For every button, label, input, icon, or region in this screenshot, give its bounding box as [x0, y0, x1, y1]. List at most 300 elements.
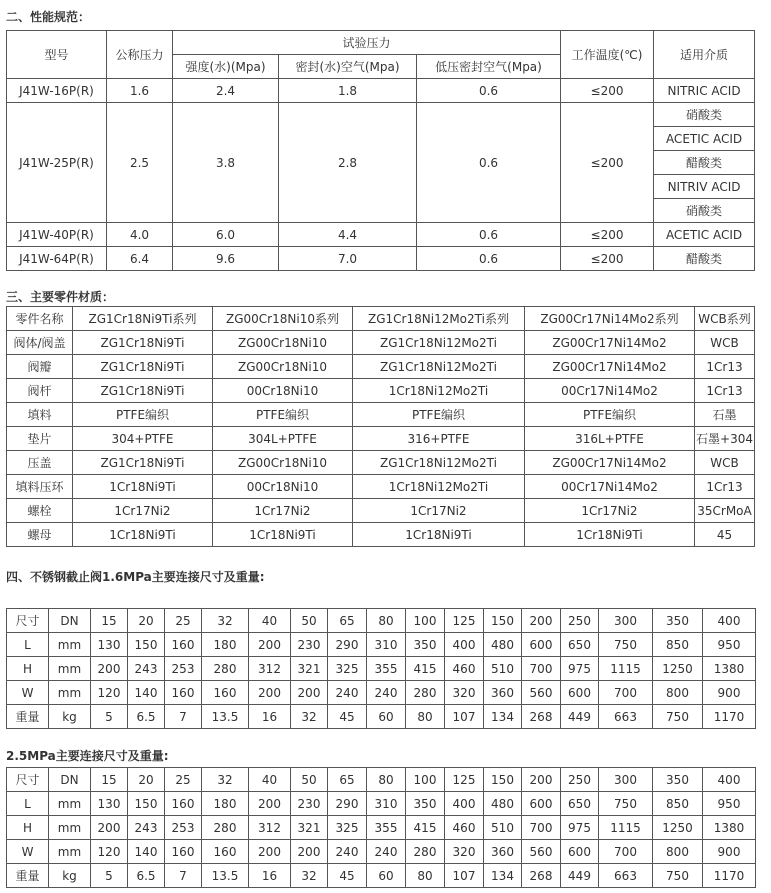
low-seal-cell: 0.6	[417, 79, 561, 103]
seal-cell: 2.8	[279, 103, 417, 223]
dim-cell: 200	[291, 840, 328, 864]
materials-cell: WCB	[695, 331, 755, 355]
dim-cell: 230	[291, 792, 328, 816]
dim-cell: 321	[291, 657, 328, 681]
materials-header-cell: ZG1Cr18Ni9Ti系列	[73, 307, 213, 331]
dim-cell: 650	[561, 633, 599, 657]
pn-cell: 6.4	[107, 247, 173, 271]
dim-cell: 80	[367, 609, 406, 633]
materials-cell: 1Cr13	[695, 379, 755, 403]
dim-cell: 6.5	[128, 864, 165, 888]
dim-cell: 100	[406, 609, 445, 633]
dim-cell: 1250	[653, 816, 703, 840]
materials-cell: 螺栓	[7, 499, 73, 523]
dim-cell: 320	[445, 840, 484, 864]
materials-row	[7, 355, 755, 379]
dim-cell: 180	[202, 792, 249, 816]
dim-cell: 1115	[599, 657, 653, 681]
dim-cell: 449	[561, 705, 599, 729]
materials-cell: ZG00Cr17Ni14Mo2	[525, 355, 695, 379]
dim-cell: 200	[291, 681, 328, 705]
materials-row	[7, 451, 755, 475]
materials-header-cell: ZG00Cr17Ni14Mo2系列	[525, 307, 695, 331]
materials-table	[6, 306, 755, 547]
dim-cell: 200	[249, 681, 291, 705]
dim-cell: 800	[653, 681, 703, 705]
medium-cell: ACETIC ACID	[654, 127, 755, 151]
dim-cell: 950	[703, 633, 756, 657]
dim-cell: 350	[653, 609, 703, 633]
dim-cell: 350	[653, 768, 703, 792]
dim-cell: 16	[249, 864, 291, 888]
dim-cell: 125	[445, 609, 484, 633]
dim-cell: 325	[328, 816, 367, 840]
dim-cell: 300	[599, 609, 653, 633]
dim-cell: 950	[703, 792, 756, 816]
dim-cell: 449	[561, 864, 599, 888]
dim-cell: 663	[599, 864, 653, 888]
medium-cell: NITRIV ACID	[654, 175, 755, 199]
section3-heading: 三、主要零件材质：	[6, 290, 115, 304]
dim-cell: 1170	[703, 705, 756, 729]
dim-cell: 700	[599, 840, 653, 864]
dim-cell: 200	[249, 792, 291, 816]
dim-cell: 32	[291, 864, 328, 888]
section5-heading: 2.5MPa主要连接尺寸及重量:	[6, 749, 169, 763]
materials-cell: 35CrMoA	[695, 499, 755, 523]
dim-cell: 850	[653, 633, 703, 657]
model-cell: J41W-16P(R)	[7, 79, 107, 103]
materials-row	[7, 379, 755, 403]
dim-cell: 321	[291, 816, 328, 840]
strength-cell: 3.8	[173, 103, 279, 223]
dim-cell: 240	[328, 681, 367, 705]
dim-cell: 130	[91, 633, 128, 657]
dim-cell: 750	[599, 792, 653, 816]
dim-cell: 25	[165, 609, 202, 633]
low-seal-cell: 0.6	[417, 247, 561, 271]
dim-cell: 460	[445, 816, 484, 840]
dim-cell: 900	[703, 840, 756, 864]
dim-cell: 243	[128, 816, 165, 840]
dim-cell: 5	[91, 864, 128, 888]
dim-cell: 130	[91, 792, 128, 816]
dim-cell: 7	[165, 705, 202, 729]
materials-cell: 螺母	[7, 523, 73, 547]
model-cell: J41W-25P(R)	[7, 103, 107, 223]
medium-cell: 硝酸类	[654, 103, 755, 127]
materials-cell: 316L+PTFE	[525, 427, 695, 451]
materials-cell: 1Cr13	[695, 475, 755, 499]
dim-cell: DN	[49, 768, 91, 792]
temp-cell: ≤200	[561, 223, 654, 247]
dim-cell: 107	[445, 864, 484, 888]
materials-cell: 00Cr17Ni14Mo2	[525, 379, 695, 403]
model-cell: J41W-40P(R)	[7, 223, 107, 247]
materials-cell: ZG1Cr18Ni12Mo2Ti	[353, 355, 525, 379]
dim-cell: mm	[49, 633, 91, 657]
dim-cell: DN	[49, 609, 91, 633]
dim-row	[7, 840, 756, 864]
dim-cell: 250	[561, 768, 599, 792]
dim-cell: 300	[599, 768, 653, 792]
dim-row-header	[7, 768, 756, 792]
dim-cell: 600	[561, 840, 599, 864]
dim-cell: 120	[91, 681, 128, 705]
dim-cell: L	[7, 792, 49, 816]
dim-cell: 250	[561, 609, 599, 633]
materials-row	[7, 523, 755, 547]
materials-header-cell: ZG1Cr18Ni12Mo2Ti系列	[353, 307, 525, 331]
materials-cell: 1Cr13	[695, 355, 755, 379]
dim-cell: 312	[249, 657, 291, 681]
dim-cell: 1380	[703, 657, 756, 681]
dim-cell: L	[7, 633, 49, 657]
materials-cell: 1Cr18Ni9Ti	[353, 523, 525, 547]
dim-cell: 800	[653, 840, 703, 864]
materials-cell: ZG00Cr17Ni14Mo2	[525, 451, 695, 475]
header-temp: 工作温度(℃)	[561, 31, 654, 79]
materials-cell: 00Cr18Ni10	[213, 475, 353, 499]
dim-cell: 140	[128, 840, 165, 864]
model-cell: J41W-64P(R)	[7, 247, 107, 271]
header-nominal-pressure: 公称压力	[107, 31, 173, 79]
materials-cell: 1Cr18Ni9Ti	[525, 523, 695, 547]
dim-cell: 560	[522, 681, 561, 705]
section2-heading: 二、性能规范：	[6, 10, 91, 24]
temp-cell: ≤200	[561, 103, 654, 223]
dim-cell: 40	[249, 609, 291, 633]
dim-cell: 25	[165, 768, 202, 792]
dim-cell: 360	[484, 681, 522, 705]
materials-cell: 填料	[7, 403, 73, 427]
dim-cell: 40	[249, 768, 291, 792]
dim-cell: 5	[91, 705, 128, 729]
strength-cell: 6.0	[173, 223, 279, 247]
header-model: 型号	[7, 31, 107, 79]
dim-cell: 160	[165, 840, 202, 864]
dim-cell: 20	[128, 768, 165, 792]
dim-cell: 32	[291, 705, 328, 729]
materials-header-cell: 零件名称	[7, 307, 73, 331]
dim-cell: 1170	[703, 864, 756, 888]
low-seal-cell: 0.6	[417, 103, 561, 223]
materials-cell: ZG00Cr18Ni10	[213, 355, 353, 379]
materials-cell: ZG1Cr18Ni9Ti	[73, 355, 213, 379]
strength-cell: 2.4	[173, 79, 279, 103]
medium-cell: ACETIC ACID	[654, 223, 755, 247]
dim-cell: 200	[522, 768, 561, 792]
dim-cell: 20	[128, 609, 165, 633]
materials-cell: PTFE编织	[213, 403, 353, 427]
dim-cell: 400	[703, 768, 756, 792]
dim-cell: 150	[484, 609, 522, 633]
dim-cell: 32	[202, 768, 249, 792]
dim-cell: 13.5	[202, 705, 249, 729]
dim-cell: 325	[328, 657, 367, 681]
materials-cell: 石墨	[695, 403, 755, 427]
materials-cell: ZG00Cr17Ni14Mo2	[525, 331, 695, 355]
materials-cell: 1Cr18Ni12Mo2Ti	[353, 379, 525, 403]
materials-cell: 1Cr18Ni9Ti	[73, 475, 213, 499]
materials-header-cell: WCB系列	[695, 307, 755, 331]
dim-cell: mm	[49, 840, 91, 864]
dim-cell: 16	[249, 705, 291, 729]
materials-cell: WCB	[695, 451, 755, 475]
dim-row	[7, 681, 756, 705]
dim-cell: 290	[328, 633, 367, 657]
dim-cell: 290	[328, 792, 367, 816]
dim-cell: 900	[703, 681, 756, 705]
dim-cell: 125	[445, 768, 484, 792]
strength-cell: 9.6	[173, 247, 279, 271]
dim-cell: 280	[406, 840, 445, 864]
dim-cell: 975	[561, 816, 599, 840]
temp-cell: ≤200	[561, 79, 654, 103]
dim-cell: 1380	[703, 816, 756, 840]
dim-cell: 415	[406, 657, 445, 681]
dim-row	[7, 792, 756, 816]
dim-cell: 80	[367, 768, 406, 792]
dim-cell: 尺寸	[7, 609, 49, 633]
dim-cell: 320	[445, 681, 484, 705]
dim-cell: 107	[445, 705, 484, 729]
materials-cell: 1Cr17Ni2	[353, 499, 525, 523]
dim-cell: 230	[291, 633, 328, 657]
materials-cell: ZG1Cr18Ni9Ti	[73, 379, 213, 403]
dim-cell: mm	[49, 792, 91, 816]
dim-cell: 510	[484, 816, 522, 840]
dim-cell: 355	[367, 816, 406, 840]
dim-cell: 100	[406, 768, 445, 792]
dim-cell: 312	[249, 816, 291, 840]
materials-cell: 304+PTFE	[73, 427, 213, 451]
dim-cell: mm	[49, 681, 91, 705]
dim-cell: kg	[49, 705, 91, 729]
medium-cell: 醋酸类	[654, 247, 755, 271]
dim-cell: 200	[249, 633, 291, 657]
dim-cell: 360	[484, 840, 522, 864]
dim-cell: 200	[249, 840, 291, 864]
dim-cell: 15	[91, 768, 128, 792]
dim-cell: 400	[703, 609, 756, 633]
dim-cell: 200	[91, 657, 128, 681]
materials-cell: 填料压环	[7, 475, 73, 499]
dim-cell: 243	[128, 657, 165, 681]
dim-cell: 65	[328, 609, 367, 633]
dim-row-header	[7, 609, 756, 633]
dim-cell: 600	[522, 792, 561, 816]
dim-cell: 663	[599, 705, 653, 729]
dim-cell: 350	[406, 633, 445, 657]
materials-cell: 石墨+304	[695, 427, 755, 451]
dim-cell: 253	[165, 816, 202, 840]
header-low-seal: 低压密封空气(Mpa)	[417, 55, 561, 79]
materials-cell: 00Cr17Ni14Mo2	[525, 475, 695, 499]
dim-cell: 850	[653, 792, 703, 816]
materials-cell: 1Cr18Ni12Mo2Ti	[353, 475, 525, 499]
dim-cell: 200	[522, 609, 561, 633]
materials-cell: 00Cr18Ni10	[213, 379, 353, 403]
performance-spec-table	[6, 30, 755, 271]
dim-cell: 975	[561, 657, 599, 681]
materials-cell: 压盖	[7, 451, 73, 475]
dim-cell: 700	[599, 681, 653, 705]
dim-cell: mm	[49, 816, 91, 840]
seal-cell: 4.4	[279, 223, 417, 247]
dim-cell: 650	[561, 792, 599, 816]
header-strength: 强度(水)(Mpa)	[173, 55, 279, 79]
dim-cell: 268	[522, 864, 561, 888]
materials-row	[7, 499, 755, 523]
dim-cell: H	[7, 816, 49, 840]
dim-cell: 750	[653, 705, 703, 729]
dim-row	[7, 816, 756, 840]
pn-cell: 1.6	[107, 79, 173, 103]
materials-cell: ZG1Cr18Ni9Ti	[73, 331, 213, 355]
materials-cell: ZG00Cr18Ni10	[213, 331, 353, 355]
materials-cell: 垫片	[7, 427, 73, 451]
materials-row-header	[7, 331, 755, 355]
dim-cell: 60	[367, 864, 406, 888]
medium-cell: NITRIC ACID	[654, 79, 755, 103]
dim-cell: 160	[202, 840, 249, 864]
dim-cell: 160	[165, 633, 202, 657]
dim-cell: 400	[445, 792, 484, 816]
materials-row	[7, 427, 755, 451]
dim-cell: 120	[91, 840, 128, 864]
dim-cell: 160	[202, 681, 249, 705]
dim-cell: 13.5	[202, 864, 249, 888]
dim-cell: 重量	[7, 705, 49, 729]
dim-cell: 510	[484, 657, 522, 681]
dim-cell: 200	[91, 816, 128, 840]
dim-cell: 50	[291, 609, 328, 633]
dim-cell: 1115	[599, 816, 653, 840]
dim-cell: 60	[367, 705, 406, 729]
dim-cell: W	[7, 681, 49, 705]
dim-cell: 240	[367, 681, 406, 705]
dim-cell: 280	[202, 816, 249, 840]
dim-cell: 80	[406, 864, 445, 888]
dim-cell: 240	[367, 840, 406, 864]
dim-cell: 重量	[7, 864, 49, 888]
seal-cell: 7.0	[279, 247, 417, 271]
materials-cell: ZG1Cr18Ni9Ti	[73, 451, 213, 475]
dim-cell: 240	[328, 840, 367, 864]
dim-cell: 310	[367, 792, 406, 816]
materials-row	[7, 475, 755, 499]
dim-cell: 65	[328, 768, 367, 792]
pn-cell: 2.5	[107, 103, 173, 223]
dim-cell: 750	[599, 633, 653, 657]
dim-cell: kg	[49, 864, 91, 888]
dim-cell: 480	[484, 633, 522, 657]
materials-cell: ZG1Cr18Ni12Mo2Ti	[353, 451, 525, 475]
dim-cell: 280	[202, 657, 249, 681]
dim-cell: 700	[522, 657, 561, 681]
dim-cell: 600	[561, 681, 599, 705]
dim-cell: 560	[522, 840, 561, 864]
dim-cell: 350	[406, 792, 445, 816]
materials-cell: 1Cr17Ni2	[73, 499, 213, 523]
materials-header-row	[7, 307, 755, 331]
materials-cell: 304L+PTFE	[213, 427, 353, 451]
dim-cell: 32	[202, 609, 249, 633]
dim-cell: 415	[406, 816, 445, 840]
dim-cell: 700	[522, 816, 561, 840]
dim-cell: 140	[128, 681, 165, 705]
materials-cell: 阀体/阀盖	[7, 331, 73, 355]
materials-cell: 1Cr17Ni2	[525, 499, 695, 523]
materials-cell: 阀杆	[7, 379, 73, 403]
pn-cell: 4.0	[107, 223, 173, 247]
dim-cell: 134	[484, 705, 522, 729]
dim-cell: 6.5	[128, 705, 165, 729]
dim-cell: 1250	[653, 657, 703, 681]
materials-cell: ZG00Cr18Ni10	[213, 451, 353, 475]
dim-cell: 150	[484, 768, 522, 792]
dim-row	[7, 864, 756, 888]
dim-row	[7, 633, 756, 657]
dim-cell: 280	[406, 681, 445, 705]
dim-cell: 750	[653, 864, 703, 888]
dim-cell: 15	[91, 609, 128, 633]
materials-cell: PTFE编织	[525, 403, 695, 427]
header-test-pressure: 试验压力	[173, 31, 561, 55]
header-seal: 密封(水)空气(Mpa)	[279, 55, 417, 79]
materials-row	[7, 403, 755, 427]
dim-cell: 253	[165, 657, 202, 681]
header-medium: 适用介质	[654, 31, 755, 79]
materials-cell: 316+PTFE	[353, 427, 525, 451]
medium-cell: 醋酸类	[654, 151, 755, 175]
dim-cell: 600	[522, 633, 561, 657]
dim-cell: 460	[445, 657, 484, 681]
dim-cell: 480	[484, 792, 522, 816]
dim-cell: 268	[522, 705, 561, 729]
dim-cell: W	[7, 840, 49, 864]
materials-cell: 阀瓣	[7, 355, 73, 379]
materials-header-cell: ZG00Cr18Ni10系列	[213, 307, 353, 331]
dim-row	[7, 705, 756, 729]
dim-cell: 180	[202, 633, 249, 657]
materials-cell: 45	[695, 523, 755, 547]
materials-cell: 1Cr18Ni9Ti	[213, 523, 353, 547]
dim-cell: 80	[406, 705, 445, 729]
dimensions-table-2.5mpa	[6, 767, 756, 888]
materials-cell: PTFE编织	[73, 403, 213, 427]
dim-cell: 45	[328, 705, 367, 729]
materials-cell: ZG1Cr18Ni12Mo2Ti	[353, 331, 525, 355]
low-seal-cell: 0.6	[417, 223, 561, 247]
dim-cell: mm	[49, 657, 91, 681]
dimensions-table-1.6mpa	[6, 608, 756, 729]
seal-cell: 1.8	[279, 79, 417, 103]
dim-cell: 45	[328, 864, 367, 888]
dim-cell: H	[7, 657, 49, 681]
dim-cell: 310	[367, 633, 406, 657]
dim-cell: 尺寸	[7, 768, 49, 792]
materials-cell: 1Cr17Ni2	[213, 499, 353, 523]
materials-cell: 1Cr18Ni9Ti	[73, 523, 213, 547]
dim-cell: 50	[291, 768, 328, 792]
medium-cell: 硝酸类	[654, 199, 755, 223]
dim-cell: 355	[367, 657, 406, 681]
dim-row	[7, 657, 756, 681]
dim-cell: 400	[445, 633, 484, 657]
section4-heading: 四、不锈钢截止阀1.6MPa主要连接尺寸及重量:	[6, 570, 265, 584]
